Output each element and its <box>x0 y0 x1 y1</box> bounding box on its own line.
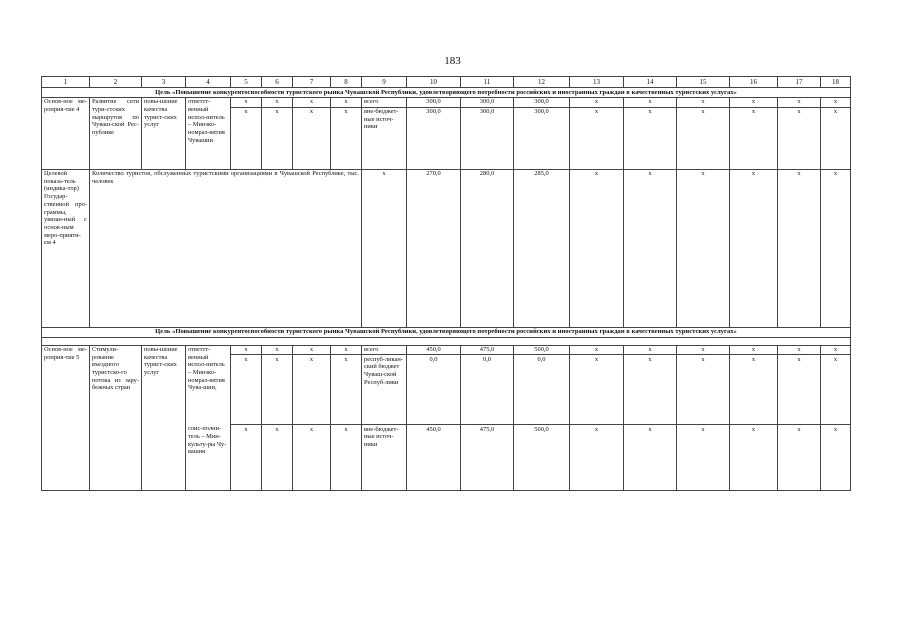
value-cell: 475,0 <box>461 345 514 355</box>
value-cell: 300,0 <box>461 97 514 107</box>
col-num-11: 11 <box>461 77 514 88</box>
cell-x: x <box>570 97 624 107</box>
table-row <box>42 345 851 355</box>
cell-x: x <box>730 345 778 355</box>
cell-x: x <box>262 97 293 107</box>
col-num-5: 5 <box>231 77 262 88</box>
cell-x: x <box>570 425 624 491</box>
cell-x: x <box>231 355 262 425</box>
cell-x: x <box>778 355 821 425</box>
cell-x: x <box>778 169 821 327</box>
cell-x: x <box>677 345 730 355</box>
value-cell: 500,0 <box>514 345 570 355</box>
cell-x: x <box>730 425 778 491</box>
cell-x: x <box>730 107 778 169</box>
table-row <box>42 169 851 327</box>
page-number: 183 <box>444 55 461 67</box>
value-cell: 500,0 <box>514 425 570 491</box>
cell-x: x <box>293 107 331 169</box>
cell-x: x <box>570 107 624 169</box>
funding-source: всего <box>362 345 407 355</box>
cell-x: x <box>778 107 821 169</box>
budget-table <box>41 76 851 491</box>
cell-x: x <box>362 169 407 327</box>
col-num-9: 9 <box>362 77 407 88</box>
cell-x: x <box>677 425 730 491</box>
cell-x: x <box>821 355 851 425</box>
cell-x: x <box>293 97 331 107</box>
event-title: Стимули-рование въездного туристско-го потока из зару-бежных стран <box>90 345 142 491</box>
cell-x: x <box>570 345 624 355</box>
col-num-17: 17 <box>778 77 821 88</box>
spacer-row <box>42 337 851 345</box>
value-cell: 280,0 <box>461 169 514 327</box>
cell-x: x <box>624 425 677 491</box>
col-num-4: 4 <box>186 77 231 88</box>
value-cell: 300,0 <box>461 107 514 169</box>
col-num-8: 8 <box>331 77 362 88</box>
value-cell: 300,0 <box>514 107 570 169</box>
cell-x: x <box>677 169 730 327</box>
value-cell: 270,0 <box>407 169 461 327</box>
value-cell: 475,0 <box>461 425 514 491</box>
event-goal: повы-шение качества турист-ских услуг <box>142 97 186 169</box>
cell-x: x <box>231 425 262 491</box>
goal-heading: Цель «Повышение конкурентоспособности туристского рынка Чувашской Республики, удовлетворяющего потребности российских и иностранных граждан в качественных туристских услугах» <box>42 88 851 98</box>
cell-x: x <box>730 169 778 327</box>
col-num-15: 15 <box>677 77 730 88</box>
col-num-7: 7 <box>293 77 331 88</box>
cell-x: x <box>231 107 262 169</box>
cell-x: x <box>293 345 331 355</box>
goal-row <box>42 327 851 337</box>
value-cell: 450,0 <box>407 345 461 355</box>
cell-x: x <box>778 425 821 491</box>
value-cell: 450,0 <box>407 425 461 491</box>
col-num-13: 13 <box>570 77 624 88</box>
event-name: Основ-ное ме-роприя-тие 5 <box>42 345 90 491</box>
cell-x: x <box>231 97 262 107</box>
cell-x: x <box>262 345 293 355</box>
cell-x: x <box>821 97 851 107</box>
cell-x: x <box>570 355 624 425</box>
event-executor: ответст-венный испол-нитель – Минэко-номраз-вития Чувашии <box>186 97 231 169</box>
value-cell: 0,0 <box>407 355 461 425</box>
col-num-2: 2 <box>90 77 142 88</box>
cell-x: x <box>821 169 851 327</box>
cell-x: x <box>677 97 730 107</box>
col-num-6: 6 <box>262 77 293 88</box>
funding-source: респуб-ликан-ский бюджет Чуваш-ской Респуб-лики <box>362 355 407 425</box>
cell-x: x <box>624 355 677 425</box>
value-cell: 0,0 <box>461 355 514 425</box>
cell-x: x <box>778 97 821 107</box>
col-num-14: 14 <box>624 77 677 88</box>
event-goal: повы-шение качества турист-ских услуг <box>142 345 186 491</box>
event-name: Основ-ное ме-роприя-тие 4 <box>42 97 90 169</box>
cell-x: x <box>262 355 293 425</box>
event-executor: ответст-венный испол-нитель – Минэко-номраз-вития Чува-шии, <box>186 345 231 425</box>
event-title: Развитие сети тури-стских маршрутов по Чуваш-ской Рес-публике <box>90 97 142 169</box>
col-num-16: 16 <box>730 77 778 88</box>
col-num-10: 10 <box>407 77 461 88</box>
cell-x: x <box>331 97 362 107</box>
funding-source: вне-бюджет-ные источ-ники <box>362 107 407 169</box>
value-cell: 285,0 <box>514 169 570 327</box>
cell-x: x <box>331 345 362 355</box>
cell-x: x <box>730 355 778 425</box>
event-co-executor: соис-полни-тель – Мин-культу-ры Чу-вашии <box>186 425 231 491</box>
cell-x: x <box>624 169 677 327</box>
cell-x: x <box>262 425 293 491</box>
indicator-name: Целевой показа-тель (индика-тор) Государ-ственной про-граммы, увязан-ный с основ-ным меро-прияти-ем 4 <box>42 169 90 327</box>
funding-source: всего <box>362 97 407 107</box>
cell-x: x <box>293 355 331 425</box>
col-num-18: 18 <box>821 77 851 88</box>
indicator-description: Количество туристов, обслуженных туристскими организациями в Чувашской Республике, тыс. человек <box>90 169 362 327</box>
cell-x: x <box>231 345 262 355</box>
col-num-3: 3 <box>142 77 186 88</box>
cell-x: x <box>624 107 677 169</box>
goal-row <box>42 88 851 98</box>
cell-x: x <box>293 425 331 491</box>
goal-heading: Цель «Повышение конкурентоспособности туристского рынка Чувашской Республики, удовлетворяющего потребности российских и иностранных граждан в качественных туристских услугах» <box>42 327 851 337</box>
col-num-12: 12 <box>514 77 570 88</box>
cell-x: x <box>331 355 362 425</box>
cell-x: x <box>778 345 821 355</box>
cell-x: x <box>821 425 851 491</box>
cell-x: x <box>821 107 851 169</box>
col-num-1: 1 <box>42 77 90 88</box>
value-cell: 300,0 <box>407 97 461 107</box>
funding-source: вне-бюджет-ные источ-ники <box>362 425 407 491</box>
cell-x: x <box>331 425 362 491</box>
column-numbers-row <box>42 77 851 88</box>
cell-x: x <box>624 97 677 107</box>
cell-x: x <box>730 97 778 107</box>
value-cell: 300,0 <box>407 107 461 169</box>
cell-x: x <box>677 355 730 425</box>
cell-x: x <box>570 169 624 327</box>
cell-x: x <box>331 107 362 169</box>
cell-x: x <box>262 107 293 169</box>
cell-x: x <box>677 107 730 169</box>
cell-x: x <box>624 345 677 355</box>
table-row <box>42 97 851 107</box>
value-cell: 300,0 <box>514 97 570 107</box>
value-cell: 0,0 <box>514 355 570 425</box>
cell-x: x <box>821 345 851 355</box>
